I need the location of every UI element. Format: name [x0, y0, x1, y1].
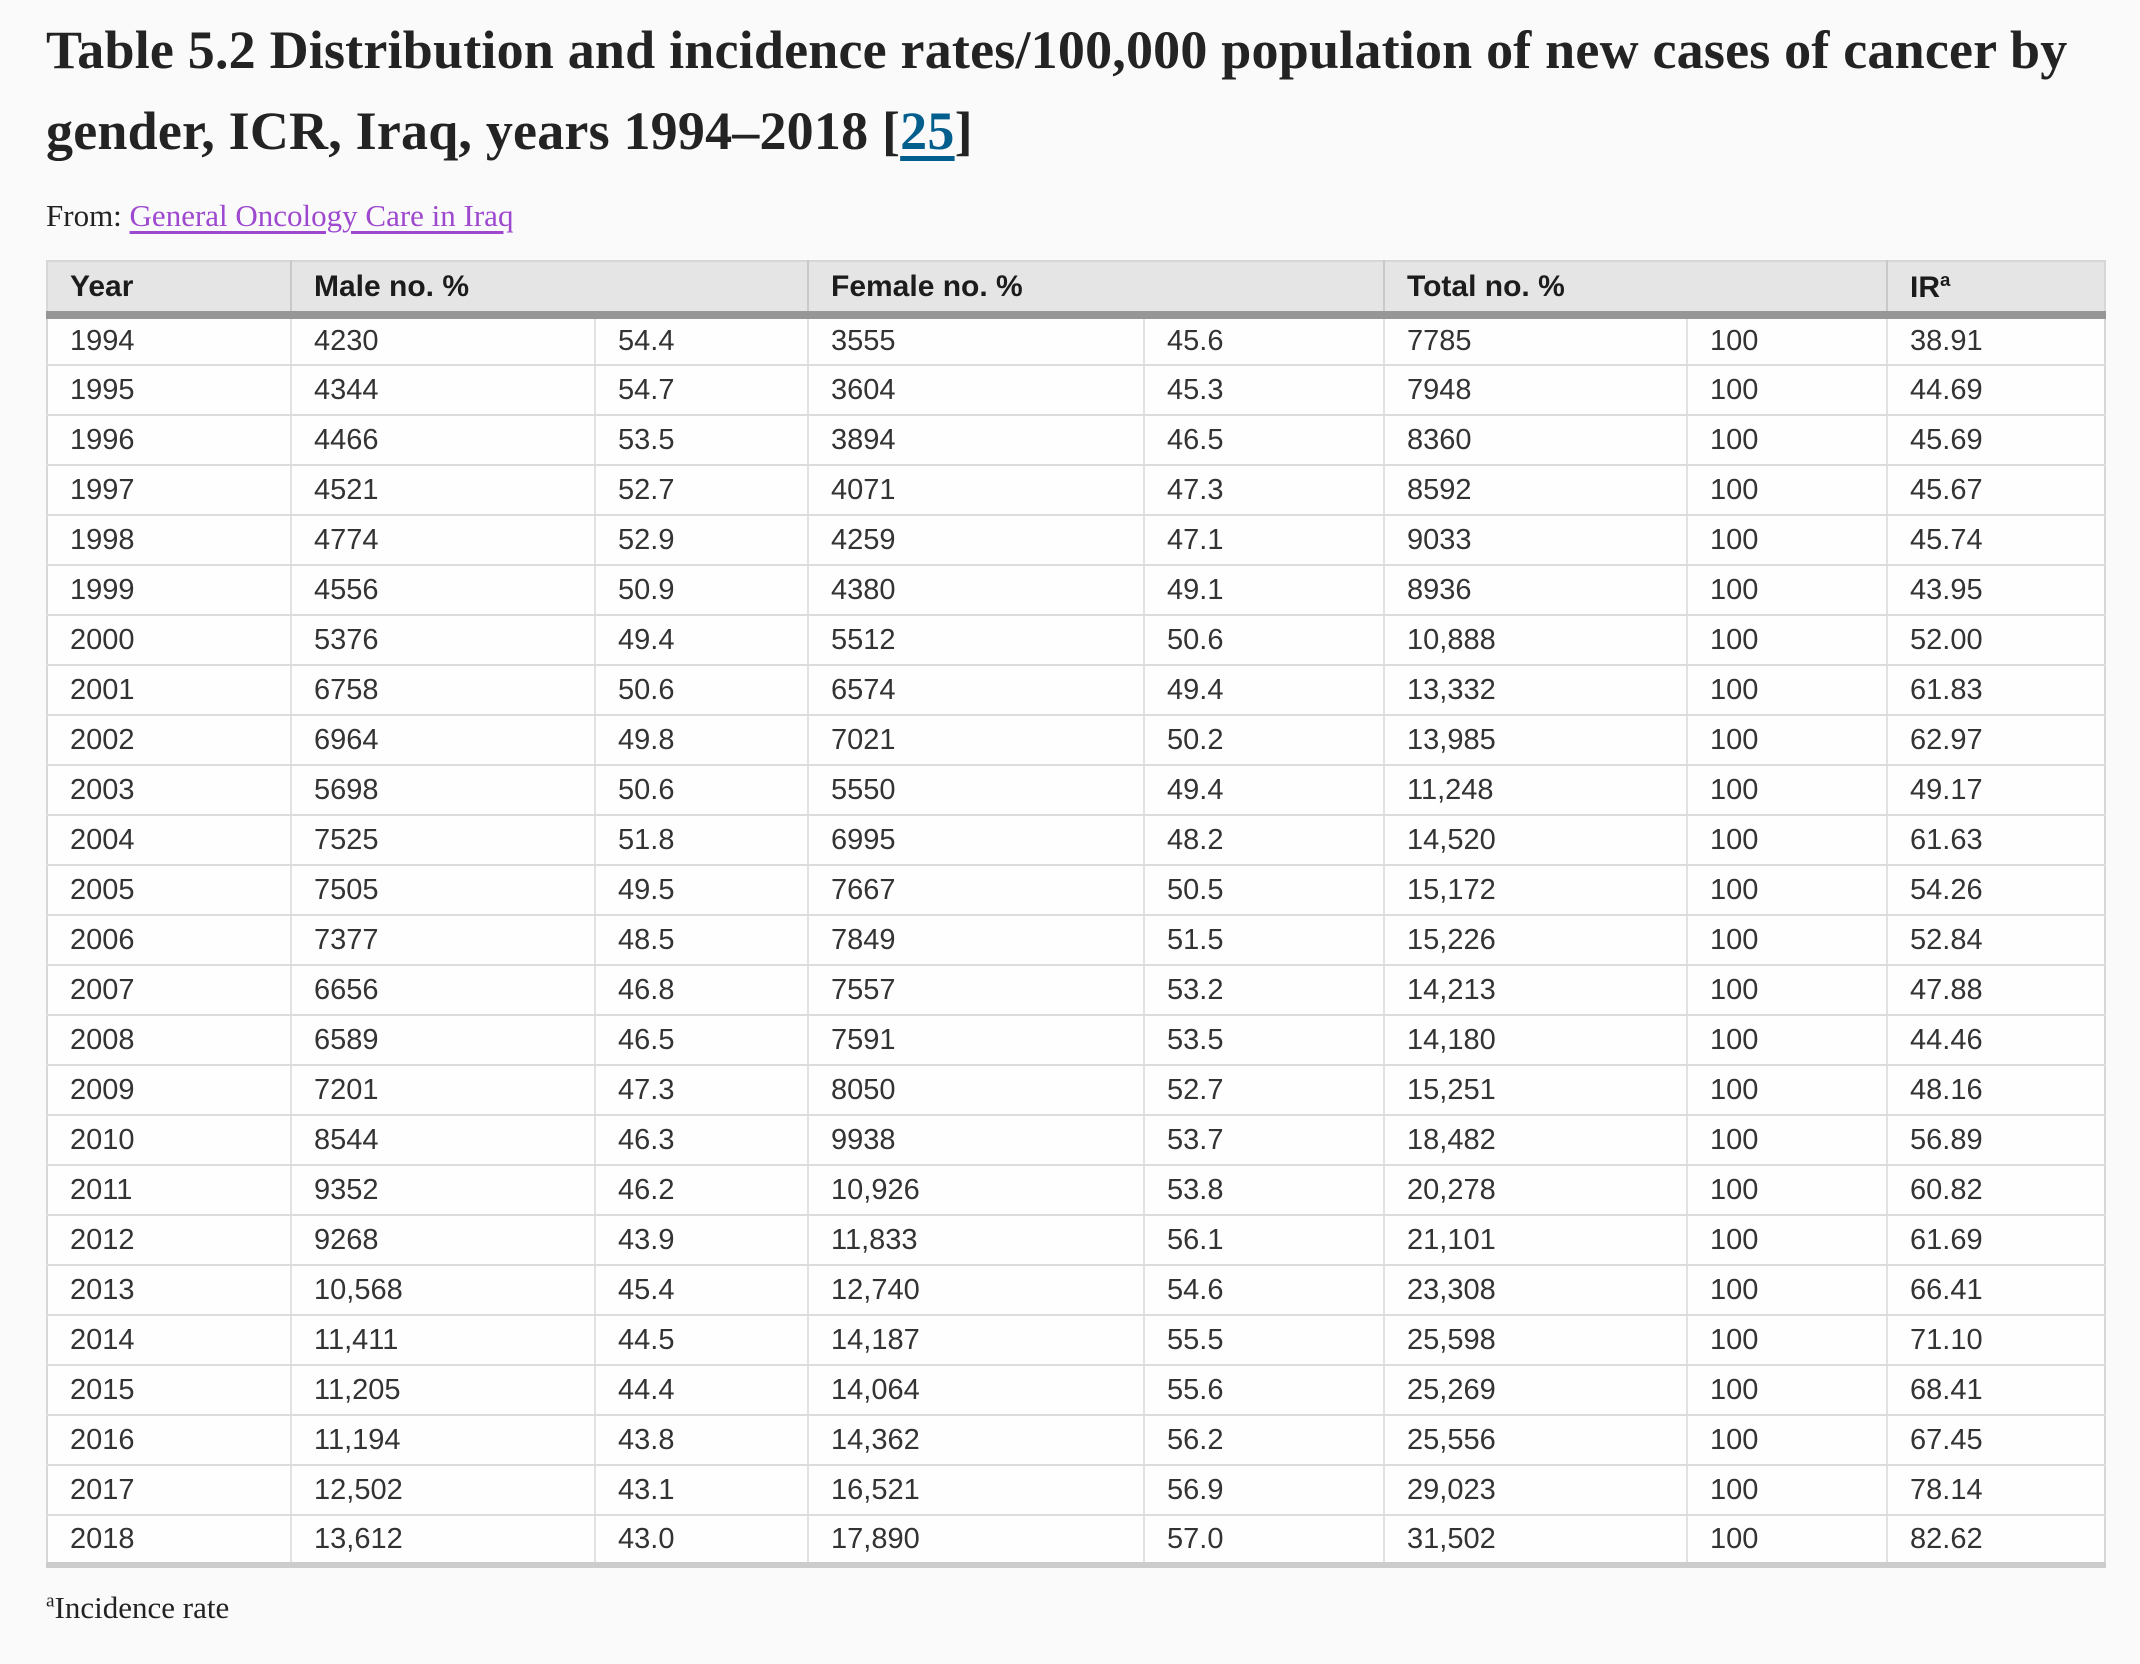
table-cell: 54.26 — [1887, 865, 2105, 915]
table-cell: 49.1 — [1144, 565, 1384, 615]
table-cell: 15,226 — [1384, 915, 1687, 965]
table-cell: 100 — [1687, 1015, 1887, 1065]
table-cell: 8360 — [1384, 415, 1687, 465]
table-cell: 44.4 — [595, 1365, 808, 1415]
table-cell: 68.41 — [1887, 1365, 2105, 1415]
column-header: $IR^a$ — [1887, 261, 2105, 315]
table-cell: 18,482 — [1384, 1115, 1687, 1165]
table-cell: 2016 — [47, 1415, 291, 1465]
table-row — [47, 565, 2105, 615]
table-cell: 53.8 — [1144, 1165, 1384, 1215]
table-cell: 47.3 — [595, 1065, 808, 1115]
table-cell: 44.5 — [595, 1315, 808, 1365]
table-cell: 100 — [1687, 1065, 1887, 1115]
table-cell: 7785 — [1384, 315, 1687, 365]
table-cell: 54.4 — [595, 315, 808, 365]
source-link[interactable]: General Oncology Care in Iraq — [129, 198, 514, 233]
title-text: Table 5.2 Distribution and incidence rates/100,000 population of new cases of cancer by gender, ICR, Iraq, years 1994–2018 — [46, 20, 2068, 161]
table-row — [47, 315, 2105, 365]
table-cell: 1998 — [47, 515, 291, 565]
table-cell: 100 — [1687, 1215, 1887, 1265]
table-cell: 5550 — [808, 765, 1144, 815]
table-cell: 7377 — [291, 915, 595, 965]
table-cell: 11,833 — [808, 1215, 1144, 1265]
table-cell: 55.5 — [1144, 1315, 1384, 1365]
table-cell: 47.3 — [1144, 465, 1384, 515]
table-cell: 14,362 — [808, 1415, 1144, 1465]
table-cell: 46.5 — [1144, 415, 1384, 465]
table-cell: 100 — [1687, 515, 1887, 565]
table-cell: 38.91 — [1887, 315, 2105, 365]
table-cell: 31,502 — [1384, 1515, 1687, 1565]
table-cell: 100 — [1687, 565, 1887, 615]
table-cell: 100 — [1687, 365, 1887, 415]
table-cell: 2001 — [47, 665, 291, 715]
table-cell: 5698 — [291, 765, 595, 815]
table-cell: 1995 — [47, 365, 291, 415]
table-cell: 67.45 — [1887, 1415, 2105, 1465]
table-cell: 15,172 — [1384, 865, 1687, 915]
table-cell: 54.6 — [1144, 1265, 1384, 1315]
table-cell: 8544 — [291, 1115, 595, 1165]
table-cell: 25,598 — [1384, 1315, 1687, 1365]
table-row — [47, 1015, 2105, 1065]
table-cell: 100 — [1687, 465, 1887, 515]
table-cell: 62.97 — [1887, 715, 2105, 765]
table-cell: 56.89 — [1887, 1115, 2105, 1165]
table-cell: 100 — [1687, 615, 1887, 665]
table-cell: 100 — [1687, 415, 1887, 465]
table-cell: 1994 — [47, 315, 291, 365]
table-cell: 21,101 — [1384, 1215, 1687, 1265]
table-cell: 6589 — [291, 1015, 595, 1065]
table-row — [47, 415, 2105, 465]
table-cell: 20,278 — [1384, 1165, 1687, 1215]
table-cell: 4071 — [808, 465, 1144, 515]
table-cell: 48.2 — [1144, 815, 1384, 865]
table-cell: 49.4 — [1144, 665, 1384, 715]
table-cell: 13,332 — [1384, 665, 1687, 715]
table-cell: 17,890 — [808, 1515, 1144, 1565]
table-row — [47, 965, 2105, 1015]
table-cell: 9352 — [291, 1165, 595, 1215]
table-cell: 46.5 — [595, 1015, 808, 1065]
table-cell: 7525 — [291, 815, 595, 865]
table-cell: 4259 — [808, 515, 1144, 565]
header-row — [47, 261, 2105, 315]
table-cell: 100 — [1687, 1415, 1887, 1465]
table-cell: 53.5 — [595, 415, 808, 465]
table-cell: 15,251 — [1384, 1065, 1687, 1115]
table-cell: 100 — [1687, 1515, 1887, 1565]
table-cell: 61.83 — [1887, 665, 2105, 715]
table-cell: 25,556 — [1384, 1415, 1687, 1465]
table-row — [47, 1165, 2105, 1215]
table-cell: 11,248 — [1384, 765, 1687, 815]
table-cell: 4521 — [291, 465, 595, 515]
table-cell: 45.6 — [1144, 315, 1384, 365]
table-cell: 50.6 — [595, 665, 808, 715]
table-cell: 2018 — [47, 1515, 291, 1565]
table-row — [47, 665, 2105, 715]
table-row — [47, 1315, 2105, 1365]
table-cell: 7591 — [808, 1015, 1144, 1065]
table-row — [47, 1415, 2105, 1465]
table-cell: 100 — [1687, 865, 1887, 915]
table-cell: 61.63 — [1887, 815, 2105, 865]
table-cell: 51.8 — [595, 815, 808, 865]
table-cell: 14,180 — [1384, 1015, 1687, 1065]
table-cell: 16,521 — [808, 1465, 1144, 1515]
table-cell: 9938 — [808, 1115, 1144, 1165]
table-cell: 100 — [1687, 815, 1887, 865]
table-cell: 1997 — [47, 465, 291, 515]
table-cell: 13,985 — [1384, 715, 1687, 765]
table-cell: 3894 — [808, 415, 1144, 465]
table-cell: 11,205 — [291, 1365, 595, 1415]
table-cell: 56.1 — [1144, 1215, 1384, 1265]
table-cell: 2011 — [47, 1165, 291, 1215]
table-cell: 52.00 — [1887, 615, 2105, 665]
table-cell: 46.2 — [595, 1165, 808, 1215]
table-row — [47, 515, 2105, 565]
table-cell: 48.5 — [595, 915, 808, 965]
table-cell: 71.10 — [1887, 1315, 2105, 1365]
table-row — [47, 1365, 2105, 1415]
footnote — [46, 1590, 2106, 1626]
table-cell: 6758 — [291, 665, 595, 715]
table-cell: 43.8 — [595, 1415, 808, 1465]
table-cell: 50.2 — [1144, 715, 1384, 765]
table-cell: 7505 — [291, 865, 595, 915]
table-cell: 14,064 — [808, 1365, 1144, 1415]
table-row — [47, 1215, 2105, 1265]
table-cell: 49.5 — [595, 865, 808, 915]
table-cell: 2017 — [47, 1465, 291, 1515]
table-cell: 54.7 — [595, 365, 808, 415]
table-cell: 2007 — [47, 965, 291, 1015]
table-cell: 100 — [1687, 765, 1887, 815]
table-cell: 13,612 — [291, 1515, 595, 1565]
table-cell: 2013 — [47, 1265, 291, 1315]
table-cell: 2003 — [47, 765, 291, 815]
table-cell: 4556 — [291, 565, 595, 615]
page-title — [46, 10, 2106, 172]
table-cell: 50.6 — [595, 765, 808, 815]
table-cell: 50.9 — [595, 565, 808, 615]
data-table — [46, 260, 2106, 1568]
column-header: Female no. % — [808, 261, 1384, 315]
table-head — [47, 261, 2105, 315]
table-cell: 1999 — [47, 565, 291, 615]
table-cell: 100 — [1687, 1165, 1887, 1215]
table-cell: 14,187 — [808, 1315, 1144, 1365]
source-label: From: — [46, 198, 122, 233]
table-row — [47, 1465, 2105, 1515]
table-cell: 44.69 — [1887, 365, 2105, 415]
table-cell: 43.0 — [595, 1515, 808, 1565]
table-cell: 53.7 — [1144, 1115, 1384, 1165]
table-row — [47, 1515, 2105, 1565]
table-cell: 50.5 — [1144, 865, 1384, 915]
table-body — [47, 315, 2105, 1565]
title-citation-link[interactable]: 25 — [900, 101, 955, 161]
table-cell: 8050 — [808, 1065, 1144, 1115]
table-cell: 6995 — [808, 815, 1144, 865]
table-cell: 11,411 — [291, 1315, 595, 1365]
table-cell: 6656 — [291, 965, 595, 1015]
table-cell: 9268 — [291, 1215, 595, 1265]
table-row — [47, 765, 2105, 815]
column-header: Male no. % — [291, 261, 808, 315]
table-cell: 52.84 — [1887, 915, 2105, 965]
table-cell: 4774 — [291, 515, 595, 565]
table-cell: 55.6 — [1144, 1365, 1384, 1415]
table-row — [47, 1065, 2105, 1115]
footnote-text: Incidence rate — [54, 1590, 230, 1625]
table-cell: 5512 — [808, 615, 1144, 665]
table-cell: 9033 — [1384, 515, 1687, 565]
table-cell: 100 — [1687, 315, 1887, 365]
source-line — [46, 198, 2106, 234]
table-cell: 1996 — [47, 415, 291, 465]
table-cell: 29,023 — [1384, 1465, 1687, 1515]
table-cell: 3604 — [808, 365, 1144, 415]
table-cell: 46.3 — [595, 1115, 808, 1165]
table-cell: 53.5 — [1144, 1015, 1384, 1065]
table-row — [47, 1265, 2105, 1315]
table-cell: 49.8 — [595, 715, 808, 765]
table-cell: 4344 — [291, 365, 595, 415]
table-cell: 78.14 — [1887, 1465, 2105, 1515]
table-cell: 5376 — [291, 615, 595, 665]
table-cell: 66.41 — [1887, 1265, 2105, 1315]
table-cell: 45.4 — [595, 1265, 808, 1315]
table-cell: 100 — [1687, 1365, 1887, 1415]
table-cell: 49.4 — [1144, 765, 1384, 815]
table-cell: 43.1 — [595, 1465, 808, 1515]
table-cell: 6964 — [291, 715, 595, 765]
table-cell: 11,194 — [291, 1415, 595, 1465]
table-cell: 53.2 — [1144, 965, 1384, 1015]
table-cell: 100 — [1687, 915, 1887, 965]
table-cell: 8936 — [1384, 565, 1687, 615]
table-cell: 100 — [1687, 965, 1887, 1015]
table-cell: 7849 — [808, 915, 1144, 965]
table-row — [47, 865, 2105, 915]
table-cell: 2002 — [47, 715, 291, 765]
table-cell: 57.0 — [1144, 1515, 1384, 1565]
table-cell: 14,213 — [1384, 965, 1687, 1015]
table-cell: 51.5 — [1144, 915, 1384, 965]
table-cell: 10,926 — [808, 1165, 1144, 1215]
table-cell: 2010 — [47, 1115, 291, 1165]
table-cell: 49.17 — [1887, 765, 2105, 815]
table-cell: 100 — [1687, 715, 1887, 765]
table-cell: 52.9 — [595, 515, 808, 565]
table-cell: 2006 — [47, 915, 291, 965]
footnote-marker: a — [46, 1590, 55, 1612]
table-cell: 25,269 — [1384, 1365, 1687, 1415]
table-cell: 4466 — [291, 415, 595, 465]
table-cell: 7201 — [291, 1065, 595, 1115]
table-cell: 46.8 — [595, 965, 808, 1015]
citation-bracket-open: [ — [881, 101, 901, 161]
column-header: Year — [47, 261, 291, 315]
table-cell: 100 — [1687, 1115, 1887, 1165]
table-cell: 2009 — [47, 1065, 291, 1115]
table-cell: 100 — [1687, 1265, 1887, 1315]
table-cell: 52.7 — [595, 465, 808, 515]
column-header: Total no. % — [1384, 261, 1887, 315]
table-cell: 6574 — [808, 665, 1144, 715]
table-cell: 56.2 — [1144, 1415, 1384, 1465]
table-cell: 12,740 — [808, 1265, 1144, 1315]
table-cell: 50.6 — [1144, 615, 1384, 665]
table-row — [47, 915, 2105, 965]
table-cell: 61.69 — [1887, 1215, 2105, 1265]
table-cell: 7667 — [808, 865, 1144, 915]
table-cell: 82.62 — [1887, 1515, 2105, 1565]
table-cell: 2014 — [47, 1315, 291, 1365]
table-cell: 44.46 — [1887, 1015, 2105, 1065]
table-cell: 49.4 — [595, 615, 808, 665]
table-cell: 2015 — [47, 1365, 291, 1415]
column-header-sup: a — [1940, 268, 1951, 290]
table-cell: 45.67 — [1887, 465, 2105, 515]
table-cell: 12,502 — [291, 1465, 595, 1515]
table-cell: 14,520 — [1384, 815, 1687, 865]
table-cell: 7948 — [1384, 365, 1687, 415]
table-cell: 10,888 — [1384, 615, 1687, 665]
table-cell: 43.95 — [1887, 565, 2105, 615]
table-cell: 45.74 — [1887, 515, 2105, 565]
table-cell: 100 — [1687, 1465, 1887, 1515]
table-cell: 23,308 — [1384, 1265, 1687, 1315]
table-cell: 3555 — [808, 315, 1144, 365]
table-cell: 56.9 — [1144, 1465, 1384, 1515]
table-row — [47, 615, 2105, 665]
table-cell: 45.69 — [1887, 415, 2105, 465]
table-cell: 2004 — [47, 815, 291, 865]
table-cell: 47.88 — [1887, 965, 2105, 1015]
table-row — [47, 465, 2105, 515]
table-row — [47, 365, 2105, 415]
table-cell: 60.82 — [1887, 1165, 2105, 1215]
table-cell: 2005 — [47, 865, 291, 915]
table-cell: 2012 — [47, 1215, 291, 1265]
table-cell: 43.9 — [595, 1215, 808, 1265]
table-cell: 2008 — [47, 1015, 291, 1065]
table-cell: 47.1 — [1144, 515, 1384, 565]
table-cell: 8592 — [1384, 465, 1687, 515]
table-row — [47, 1115, 2105, 1165]
citation-bracket-close: ] — [954, 101, 973, 161]
table-cell: 100 — [1687, 1315, 1887, 1365]
table-cell: 4380 — [808, 565, 1144, 615]
table-cell: 10,568 — [291, 1265, 595, 1315]
table-row — [47, 715, 2105, 765]
table-cell: 4230 — [291, 315, 595, 365]
table-row — [47, 815, 2105, 865]
table-cell: 100 — [1687, 665, 1887, 715]
table-cell: 52.7 — [1144, 1065, 1384, 1115]
table-cell: 7021 — [808, 715, 1144, 765]
table-cell: 2000 — [47, 615, 291, 665]
table-cell: 48.16 — [1887, 1065, 2105, 1115]
table-cell: 7557 — [808, 965, 1144, 1015]
table-cell: 45.3 — [1144, 365, 1384, 415]
